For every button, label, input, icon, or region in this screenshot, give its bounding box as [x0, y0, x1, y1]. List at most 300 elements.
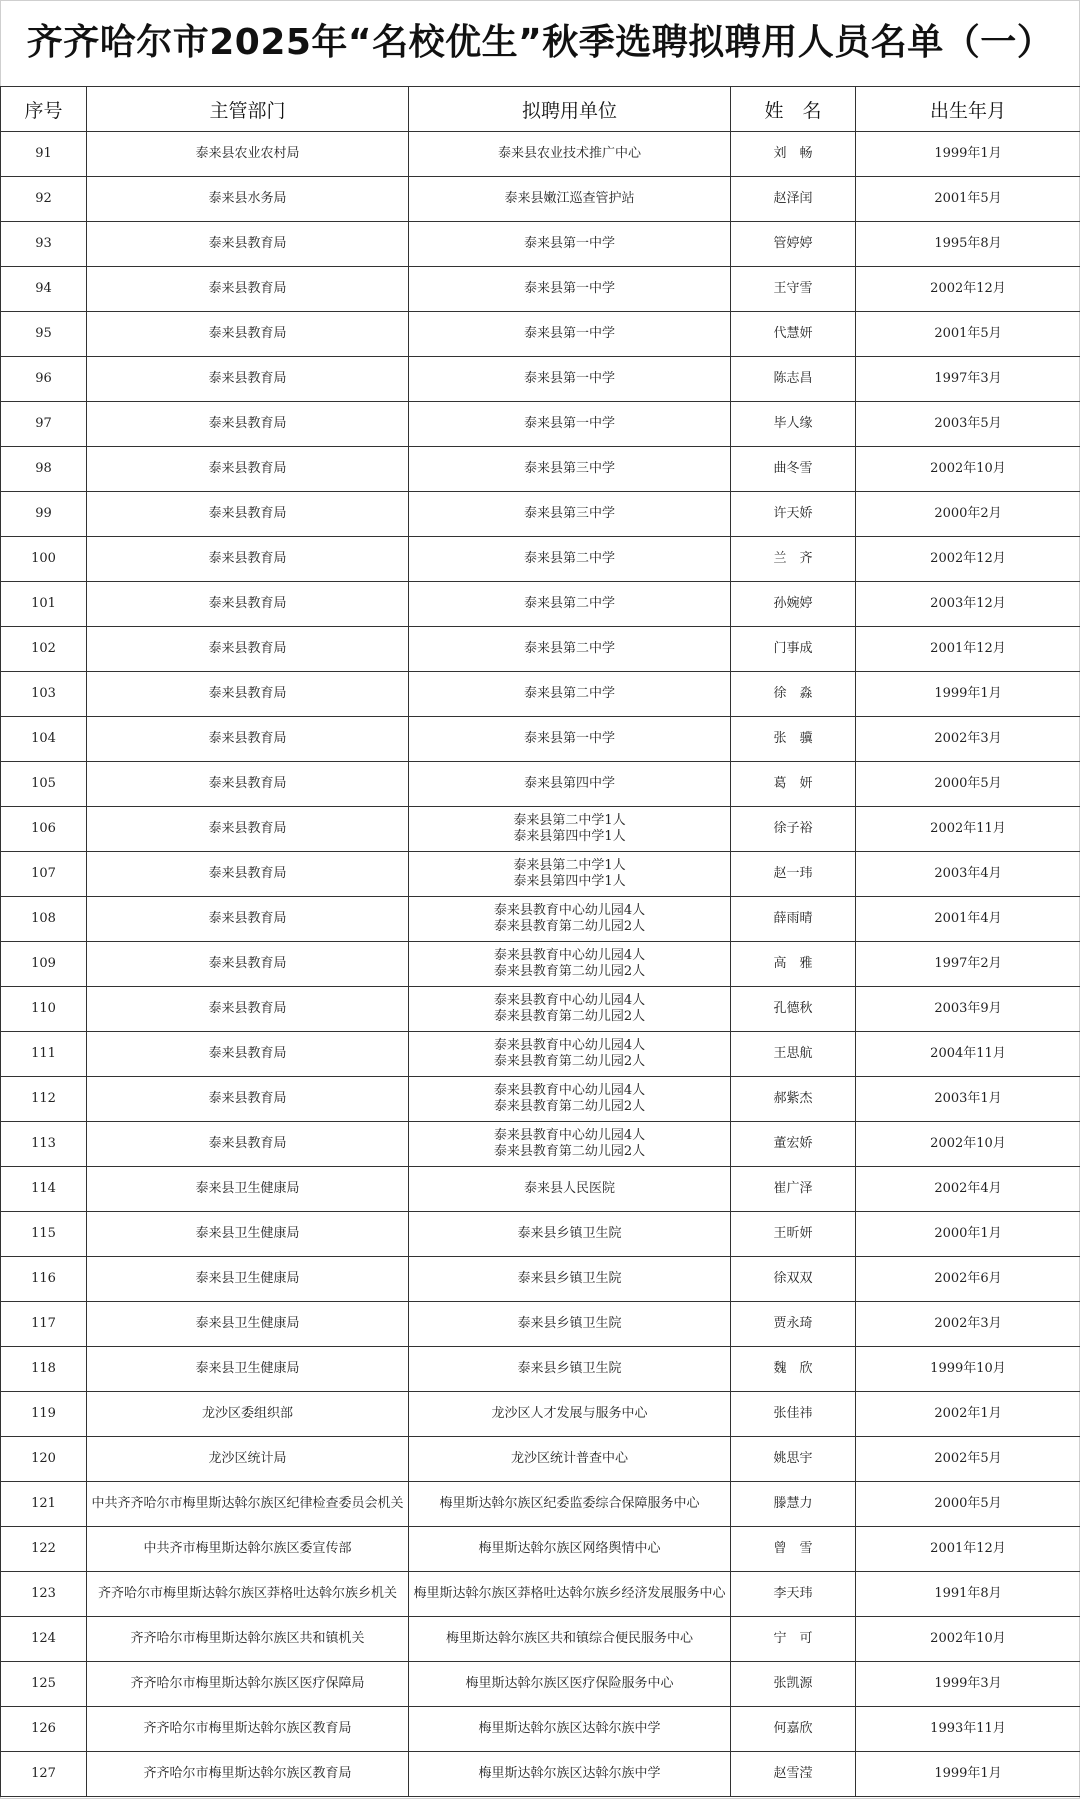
cell-hiring-unit — [409, 582, 731, 627]
cell-birth-month-text: 2004年11月 — [930, 1046, 1006, 1061]
cell-department-text: 齐齐哈尔市梅里斯达斡尔族区教育局 — [143, 1721, 352, 1736]
cell-serial-number-text: 108 — [31, 911, 56, 926]
cell-birth-month-text: 2001年5月 — [934, 326, 1002, 341]
cell-serial-number — [1, 1392, 87, 1437]
table-row — [1, 1122, 1080, 1167]
cell-name-text: 兰 齐 — [773, 551, 813, 566]
hiring-unit-line: 泰来县第二中学 — [523, 641, 615, 656]
cell-serial-number-text: 124 — [31, 1631, 56, 1646]
cell-serial-number-text: 117 — [31, 1316, 56, 1331]
cell-hiring-unit — [409, 762, 731, 807]
cell-department-text: 泰来县教育局 — [208, 551, 287, 566]
cell-birth-month-text: 2002年1月 — [934, 1406, 1002, 1421]
cell-department-text: 泰来县教育局 — [208, 821, 287, 836]
cell-department — [87, 1572, 409, 1617]
cell-hiring-unit — [409, 1347, 731, 1392]
hiring-unit-line: 梅里斯达斡尔族区达斡尔族中学 — [478, 1766, 661, 1781]
cell-name — [731, 1617, 856, 1662]
table-row — [1, 222, 1080, 267]
cell-department-text: 龙沙区委组织部 — [201, 1406, 293, 1421]
cell-birth-month — [856, 1032, 1080, 1077]
cell-serial-number — [1, 492, 87, 537]
cell-birth-month — [856, 177, 1080, 222]
cell-serial-number-text: 103 — [31, 686, 56, 701]
cell-serial-number-text: 121 — [31, 1496, 56, 1511]
cell-hiring-unit — [409, 1257, 731, 1302]
cell-department — [87, 582, 409, 627]
cell-name-text: 崔广泽 — [773, 1181, 813, 1196]
cell-serial-number — [1, 1257, 87, 1302]
cell-department-text: 泰来县教育局 — [208, 326, 287, 341]
hiring-unit-line: 龙沙区人才发展与服务中心 — [491, 1406, 648, 1421]
table-row — [1, 402, 1080, 447]
cell-birth-month-text: 2002年4月 — [934, 1181, 1002, 1196]
hiring-unit-line: 泰来县教育第二幼儿园2人 — [493, 919, 646, 934]
cell-birth-month — [856, 357, 1080, 402]
table-row — [1, 807, 1080, 852]
cell-birth-month-text: 2000年2月 — [934, 506, 1002, 521]
cell-name — [731, 1752, 856, 1797]
cell-name-text: 徐子裕 — [773, 821, 813, 836]
hiring-unit-line: 泰来县第四中学1人 — [513, 874, 626, 889]
cell-serial-number-text: 126 — [31, 1721, 56, 1736]
cell-serial-number-text: 99 — [35, 506, 52, 521]
cell-name — [731, 717, 856, 762]
cell-name — [731, 1347, 856, 1392]
hiring-unit-line: 泰来县教育第二幼儿园2人 — [493, 964, 646, 979]
cell-serial-number — [1, 942, 87, 987]
cell-serial-number-text: 113 — [31, 1136, 56, 1151]
cell-name-text: 郝紫杰 — [773, 1091, 813, 1106]
cell-birth-month — [856, 1617, 1080, 1662]
cell-name-text: 代慧妍 — [773, 326, 813, 341]
cell-birth-month-text: 2002年3月 — [934, 731, 1002, 746]
hiring-unit-line: 泰来县第一中学 — [523, 416, 615, 431]
cell-department-text: 泰来县教育局 — [208, 911, 287, 926]
cell-serial-number-text: 114 — [31, 1181, 56, 1196]
roster-table — [0, 86, 1080, 1797]
cell-department-text: 泰来县教育局 — [208, 776, 287, 791]
cell-name-text: 滕慧力 — [773, 1496, 813, 1511]
cell-hiring-unit — [409, 627, 731, 672]
cell-birth-month-text: 2003年4月 — [934, 866, 1002, 881]
cell-serial-number — [1, 1122, 87, 1167]
cell-birth-month — [856, 312, 1080, 357]
cell-birth-month — [856, 222, 1080, 267]
cell-serial-number — [1, 1707, 87, 1752]
cell-name — [731, 1392, 856, 1437]
cell-serial-number-text: 96 — [35, 371, 52, 386]
cell-name-text: 徐双双 — [773, 1271, 813, 1286]
hiring-unit-line: 泰来县教育第二幼儿园2人 — [493, 1144, 646, 1159]
cell-department-text: 泰来县教育局 — [208, 1046, 287, 1061]
hiring-unit-line: 泰来县第二中学1人 — [513, 858, 626, 873]
hiring-unit-line: 梅里斯达斡尔族区莽格吐达斡尔族乡经济发展服务中心 — [413, 1586, 726, 1601]
cell-department-text: 龙沙区统计局 — [208, 1451, 287, 1466]
cell-serial-number — [1, 1077, 87, 1122]
cell-name — [731, 942, 856, 987]
cell-department — [87, 807, 409, 852]
cell-department-text: 泰来县教育局 — [208, 371, 287, 386]
cell-name — [731, 1212, 856, 1257]
cell-birth-month-text: 2002年10月 — [930, 1136, 1006, 1151]
cell-hiring-unit — [409, 1752, 731, 1797]
cell-hiring-unit — [409, 402, 731, 447]
table-row — [1, 987, 1080, 1032]
cell-hiring-unit — [409, 537, 731, 582]
cell-birth-month — [856, 1212, 1080, 1257]
hiring-unit-line: 梅里斯达斡尔族区达斡尔族中学 — [478, 1721, 661, 1736]
cell-name — [731, 897, 856, 942]
cell-department-text: 泰来县教育局 — [208, 506, 287, 521]
cell-name-text: 魏 欣 — [773, 1361, 813, 1376]
cell-department-text: 齐齐哈尔市梅里斯达斡尔族区共和镇机关 — [130, 1631, 365, 1646]
cell-birth-month-text: 1991年8月 — [934, 1586, 1002, 1601]
page-title: 齐齐哈尔市2025年“名校优生”秋季选聘拟聘用人员名单（一） — [26, 22, 1054, 63]
hiring-unit-line: 泰来县第三中学 — [523, 506, 615, 521]
cell-serial-number-text: 123 — [31, 1586, 56, 1601]
cell-name-text: 陈志昌 — [773, 371, 813, 386]
cell-department-text: 泰来县卫生健康局 — [195, 1361, 300, 1376]
cell-birth-month-text: 2001年4月 — [934, 911, 1002, 926]
cell-birth-month — [856, 132, 1080, 177]
hiring-unit-line: 泰来县第二中学 — [523, 686, 615, 701]
cell-department — [87, 1707, 409, 1752]
cell-hiring-unit — [409, 1392, 731, 1437]
hiring-unit-line: 龙沙区统计普查中心 — [510, 1451, 628, 1466]
cell-name-text: 赵泽闰 — [773, 191, 813, 206]
cell-serial-number-text: 106 — [31, 821, 56, 836]
cell-serial-number-text: 119 — [31, 1406, 56, 1421]
cell-birth-month-text: 2000年1月 — [934, 1226, 1002, 1241]
hiring-unit-line: 梅里斯达斡尔族区医疗保险服务中心 — [465, 1676, 674, 1691]
cell-department-text: 泰来县水务局 — [208, 191, 287, 206]
cell-department — [87, 1392, 409, 1437]
cell-name — [731, 537, 856, 582]
cell-hiring-unit — [409, 312, 731, 357]
cell-serial-number-text: 94 — [35, 281, 52, 296]
cell-serial-number-text: 93 — [35, 236, 52, 251]
cell-hiring-unit — [409, 1482, 731, 1527]
cell-birth-month — [856, 1482, 1080, 1527]
cell-birth-month — [856, 1707, 1080, 1752]
cell-birth-month-text: 1999年3月 — [934, 1676, 1002, 1691]
cell-serial-number-text: 115 — [31, 1226, 56, 1241]
cell-hiring-unit — [409, 132, 731, 177]
cell-name-text: 高 雅 — [773, 956, 813, 971]
cell-hiring-unit — [409, 267, 731, 312]
cell-department-text: 泰来县教育局 — [208, 1091, 287, 1106]
cell-birth-month-text: 2002年10月 — [930, 461, 1006, 476]
cell-serial-number-text: 118 — [31, 1361, 56, 1376]
cell-name-text: 张凯源 — [773, 1676, 813, 1691]
cell-serial-number — [1, 402, 87, 447]
cell-serial-number-text: 110 — [31, 1001, 56, 1016]
cell-name-text: 王守雪 — [773, 281, 813, 296]
cell-birth-month — [856, 807, 1080, 852]
cell-hiring-unit — [409, 1077, 731, 1122]
cell-serial-number-text: 122 — [31, 1541, 56, 1556]
table-row — [1, 762, 1080, 807]
cell-department-text: 泰来县卫生健康局 — [195, 1271, 300, 1286]
cell-department — [87, 132, 409, 177]
cell-serial-number — [1, 267, 87, 312]
cell-department-text: 泰来县教育局 — [208, 281, 287, 296]
table-header-row — [1, 87, 1080, 132]
cell-birth-month-text: 2002年10月 — [930, 1631, 1006, 1646]
cell-serial-number-text: 127 — [31, 1766, 56, 1781]
cell-name-text: 门事成 — [773, 641, 813, 656]
cell-department — [87, 987, 409, 1032]
cell-department — [87, 222, 409, 267]
cell-department — [87, 1482, 409, 1527]
cell-name-text: 张佳祎 — [773, 1406, 813, 1421]
hiring-unit-line: 泰来县教育中心幼儿园4人 — [493, 1128, 646, 1143]
cell-department — [87, 492, 409, 537]
table-row — [1, 1167, 1080, 1212]
cell-serial-number — [1, 852, 87, 897]
cell-birth-month — [856, 627, 1080, 672]
cell-birth-month-text: 1995年8月 — [934, 236, 1002, 251]
header-department: 主管部门 — [87, 87, 409, 132]
cell-name — [731, 1482, 856, 1527]
hiring-unit-line: 泰来县农业技术推广中心 — [497, 146, 641, 161]
table-row — [1, 1032, 1080, 1077]
cell-birth-month-text: 2000年5月 — [934, 776, 1002, 791]
hiring-unit-line: 泰来县教育中心幼儿园4人 — [493, 1083, 646, 1098]
cell-department — [87, 717, 409, 762]
cell-department — [87, 672, 409, 717]
cell-department — [87, 267, 409, 312]
hiring-unit-line: 泰来县教育第二幼儿园2人 — [493, 1009, 646, 1024]
cell-name — [731, 987, 856, 1032]
cell-hiring-unit — [409, 447, 731, 492]
cell-hiring-unit — [409, 717, 731, 762]
cell-department — [87, 627, 409, 672]
cell-department-text: 泰来县教育局 — [208, 686, 287, 701]
cell-hiring-unit — [409, 987, 731, 1032]
cell-serial-number — [1, 1347, 87, 1392]
table-row — [1, 267, 1080, 312]
hiring-unit-line: 泰来县乡镇卫生院 — [517, 1226, 622, 1241]
cell-department — [87, 447, 409, 492]
cell-birth-month-text: 2002年11月 — [930, 821, 1006, 836]
cell-birth-month — [856, 1167, 1080, 1212]
cell-department — [87, 537, 409, 582]
cell-name-text: 董宏娇 — [773, 1136, 813, 1151]
cell-name-text: 赵一玮 — [773, 866, 813, 881]
cell-name — [731, 312, 856, 357]
cell-department — [87, 1527, 409, 1572]
cell-name-text: 张 骥 — [773, 731, 813, 746]
cell-name — [731, 852, 856, 897]
cell-hiring-unit — [409, 222, 731, 267]
cell-name-text: 王思航 — [773, 1046, 813, 1061]
cell-name-text: 曲冬雪 — [773, 461, 813, 476]
cell-birth-month — [856, 852, 1080, 897]
cell-name — [731, 447, 856, 492]
cell-name-text: 赵雪滢 — [773, 1766, 813, 1781]
table-row — [1, 852, 1080, 897]
cell-hiring-unit — [409, 1212, 731, 1257]
cell-birth-month-text: 1999年1月 — [934, 146, 1002, 161]
cell-serial-number-text: 97 — [35, 416, 52, 431]
cell-serial-number — [1, 312, 87, 357]
cell-name — [731, 762, 856, 807]
table-row — [1, 1662, 1080, 1707]
cell-serial-number-text: 112 — [31, 1091, 56, 1106]
cell-department — [87, 357, 409, 402]
cell-hiring-unit — [409, 897, 731, 942]
cell-serial-number — [1, 1752, 87, 1797]
cell-serial-number — [1, 357, 87, 402]
cell-name — [731, 1707, 856, 1752]
cell-department — [87, 312, 409, 357]
cell-serial-number — [1, 627, 87, 672]
hiring-unit-line: 泰来县乡镇卫生院 — [517, 1316, 622, 1331]
cell-department-text: 泰来县教育局 — [208, 236, 287, 251]
cell-birth-month-text: 1999年1月 — [934, 686, 1002, 701]
table-row — [1, 897, 1080, 942]
hiring-unit-line: 泰来县教育第二幼儿园2人 — [493, 1099, 646, 1114]
cell-name-text: 葛 妍 — [773, 776, 813, 791]
cell-serial-number-text: 100 — [31, 551, 56, 566]
hiring-unit-line: 梅里斯达斡尔族区纪委监委综合保障服务中心 — [439, 1496, 700, 1511]
cell-name-text: 刘 畅 — [773, 146, 813, 161]
table-row — [1, 537, 1080, 582]
hiring-unit-line: 泰来县第一中学 — [523, 326, 615, 341]
cell-birth-month-text: 2003年5月 — [934, 416, 1002, 431]
cell-hiring-unit — [409, 942, 731, 987]
table-row — [1, 1707, 1080, 1752]
cell-department — [87, 1167, 409, 1212]
table-row — [1, 1752, 1080, 1797]
cell-department-text: 中共齐市梅里斯达斡尔族区委宣传部 — [143, 1541, 352, 1556]
cell-name — [731, 1167, 856, 1212]
cell-serial-number-text: 102 — [31, 641, 56, 656]
cell-birth-month-text: 1999年10月 — [930, 1361, 1006, 1376]
cell-hiring-unit — [409, 1167, 731, 1212]
cell-department-text: 中共齐齐哈尔市梅里斯达斡尔族区纪律检查委员会机关 — [91, 1496, 404, 1511]
cell-serial-number-text: 101 — [31, 596, 56, 611]
cell-birth-month — [856, 402, 1080, 447]
cell-name — [731, 1662, 856, 1707]
cell-birth-month-text: 2002年6月 — [934, 1271, 1002, 1286]
table-row — [1, 1482, 1080, 1527]
table-row — [1, 177, 1080, 222]
cell-hiring-unit — [409, 1302, 731, 1347]
hiring-unit-line: 泰来县教育中心幼儿园4人 — [493, 903, 646, 918]
hiring-unit-line: 泰来县第三中学 — [523, 461, 615, 476]
cell-hiring-unit — [409, 1032, 731, 1077]
hiring-unit-line: 泰来县乡镇卫生院 — [517, 1361, 622, 1376]
hiring-unit-line: 泰来县嫩江巡查管护站 — [504, 191, 635, 206]
cell-hiring-unit — [409, 1617, 731, 1662]
cell-name — [731, 1527, 856, 1572]
roster-body — [1, 132, 1080, 1797]
cell-serial-number — [1, 177, 87, 222]
cell-birth-month — [856, 762, 1080, 807]
hiring-unit-line: 泰来县乡镇卫生院 — [517, 1271, 622, 1286]
cell-department-text: 泰来县卫生健康局 — [195, 1316, 300, 1331]
cell-birth-month-text: 2000年5月 — [934, 1496, 1002, 1511]
cell-department-text: 泰来县教育局 — [208, 596, 287, 611]
hiring-unit-line: 泰来县第一中学 — [523, 731, 615, 746]
cell-birth-month — [856, 492, 1080, 537]
cell-department-text: 泰来县教育局 — [208, 416, 287, 431]
table-row — [1, 492, 1080, 537]
cell-department-text: 泰来县教育局 — [208, 461, 287, 476]
cell-name — [731, 402, 856, 447]
cell-department — [87, 1302, 409, 1347]
table-row — [1, 1257, 1080, 1302]
cell-birth-month-text: 2003年9月 — [934, 1001, 1002, 1016]
cell-serial-number-text: 125 — [31, 1676, 56, 1691]
cell-department — [87, 402, 409, 447]
cell-serial-number-text: 111 — [31, 1046, 56, 1061]
cell-serial-number — [1, 807, 87, 852]
cell-hiring-unit — [409, 672, 731, 717]
cell-department-text: 泰来县教育局 — [208, 731, 287, 746]
table-row — [1, 1437, 1080, 1482]
cell-name — [731, 1302, 856, 1347]
cell-department — [87, 1077, 409, 1122]
cell-birth-month — [856, 537, 1080, 582]
cell-department — [87, 177, 409, 222]
cell-name — [731, 177, 856, 222]
cell-hiring-unit — [409, 1707, 731, 1752]
cell-serial-number — [1, 447, 87, 492]
cell-name-text: 徐 淼 — [773, 686, 813, 701]
cell-birth-month-text: 1997年2月 — [934, 956, 1002, 971]
cell-serial-number — [1, 1167, 87, 1212]
cell-department-text: 泰来县教育局 — [208, 866, 287, 881]
cell-birth-month — [856, 897, 1080, 942]
cell-name-text: 姚思宇 — [773, 1451, 813, 1466]
cell-name — [731, 1032, 856, 1077]
cell-birth-month — [856, 1437, 1080, 1482]
table-row — [1, 447, 1080, 492]
cell-serial-number-text: 105 — [31, 776, 56, 791]
cell-serial-number — [1, 1302, 87, 1347]
cell-serial-number — [1, 1437, 87, 1482]
cell-hiring-unit — [409, 1572, 731, 1617]
table-row — [1, 1077, 1080, 1122]
cell-name-text: 曾 雪 — [773, 1541, 813, 1556]
hiring-unit-line: 泰来县第二中学1人 — [513, 813, 626, 828]
cell-birth-month-text: 1999年1月 — [934, 1766, 1002, 1781]
cell-serial-number — [1, 537, 87, 582]
cell-birth-month-text: 1993年11月 — [930, 1721, 1006, 1736]
cell-birth-month — [856, 1392, 1080, 1437]
cell-name — [731, 1257, 856, 1302]
cell-serial-number — [1, 582, 87, 627]
cell-department-text: 泰来县教育局 — [208, 956, 287, 971]
header-hiring-unit: 拟聘用单位 — [409, 87, 731, 132]
cell-serial-number — [1, 1212, 87, 1257]
cell-serial-number — [1, 222, 87, 267]
cell-serial-number — [1, 1617, 87, 1662]
cell-department — [87, 1032, 409, 1077]
cell-name — [731, 222, 856, 267]
cell-name-text: 管婷婷 — [773, 236, 813, 251]
cell-serial-number-text: 120 — [31, 1451, 56, 1466]
cell-serial-number-text: 98 — [35, 461, 52, 476]
hiring-unit-line: 泰来县人民医院 — [523, 1181, 615, 1196]
cell-department-text: 泰来县教育局 — [208, 1136, 287, 1151]
cell-department — [87, 1437, 409, 1482]
cell-department-text: 泰来县卫生健康局 — [195, 1181, 300, 1196]
